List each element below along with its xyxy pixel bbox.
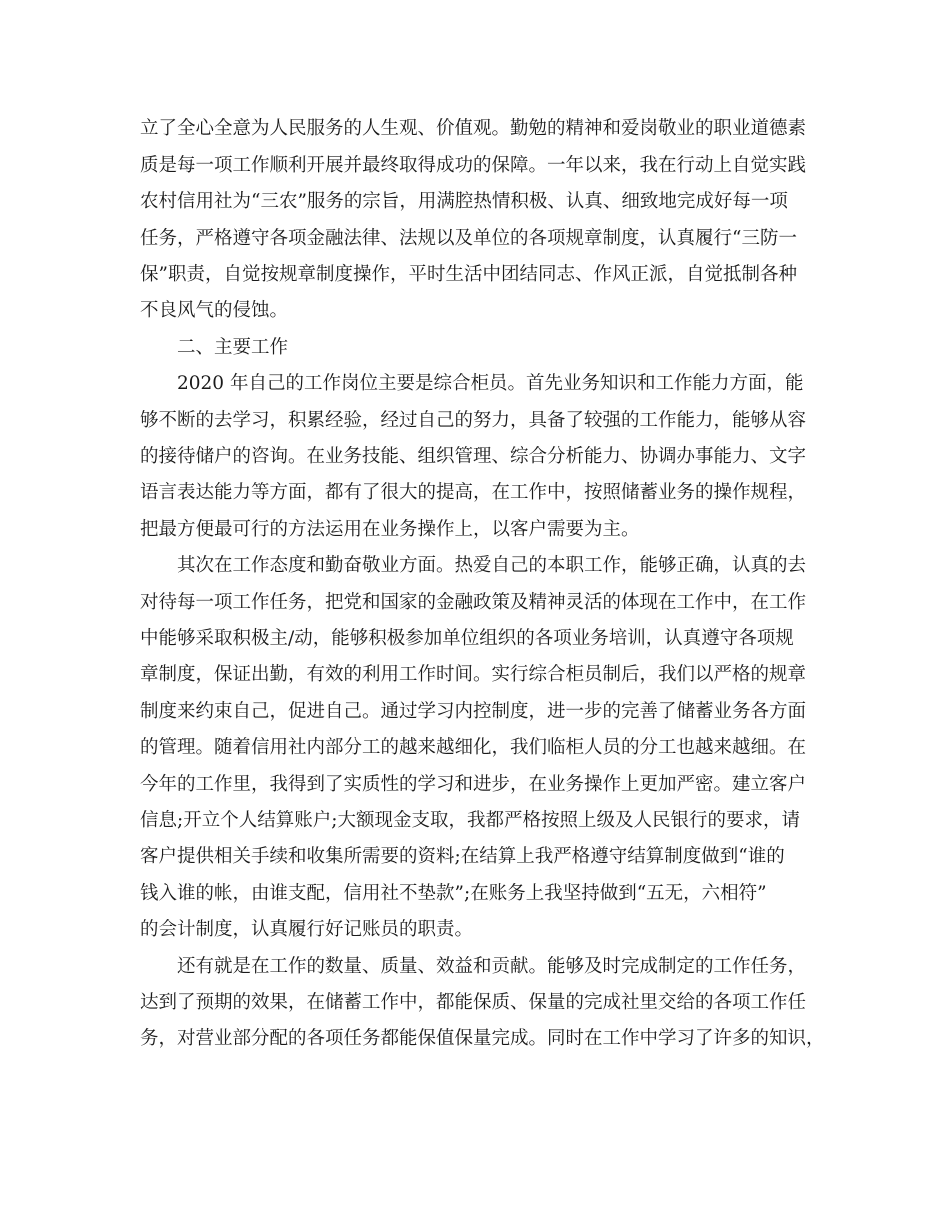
- text-line: 立了全心全意为人民服务的人生观、价值观。勤勉的精神和爱岗敬业的职业道德素: [140, 118, 807, 139]
- text-line: 语言表达能力等方面，都有了很大的提高，在工作中，按照储蓄业务的操作规程，: [140, 482, 807, 503]
- text-line: 任务，严格遵守各项金融法律、法规以及单位的各项规章制度，认真履行“三防一: [140, 228, 797, 249]
- text-line: 的接待储户的咨询。在业务技能、组织管理、综合分析能力、协调办事能力、文字: [140, 446, 807, 467]
- text-line: 其次在工作态度和勤奋敬业方面。热爱自己的本职工作，能够正确，认真的去: [177, 555, 807, 576]
- section-heading: 二、主要工作: [177, 337, 289, 358]
- text-line: 的会计制度，认真履行好记账员的职责。: [140, 919, 474, 940]
- text-line: 保”职责，自觉按规章制度操作，平时生活中团结同志、作风正派，自觉抵制各种: [140, 264, 797, 285]
- text-line: 今年的工作里，我得到了实质性的学习和进步，在业务操作上更加严密。建立客户: [140, 774, 807, 795]
- text-line: 农村信用社为“三农”服务的宗旨，用满腔热情积极、认真、细致地完成好每一项: [140, 191, 788, 212]
- text-line: 把最方便最可行的方法运用在业务操作上，以客户需要为主。: [140, 519, 640, 540]
- text-line: 务，对营业部分配的各项任务都能保值保量完成。同时在工作中学习了许多的知识，: [140, 1028, 825, 1049]
- text-line: 章制度，保证出勤，有效的利用工作时间。实行综合柜员制后，我们以严格的规章: [140, 664, 807, 685]
- text-line: 中能够采取积极主/动，能够积极参加单位组织的各项业务培训，认真遵守各项规: [140, 628, 794, 649]
- text-line: 的管理。随着信用社内部分工的越来越细化，我们临柜人员的分工也越来越细。在: [140, 737, 807, 758]
- text-line: 达到了预期的效果，在储蓄工作中，都能保质、保量的完成社里交给的各项工作任: [140, 992, 807, 1013]
- text-line: 客户提供相关手续和收集所需要的资料;在结算上我严格遵守结算制度做到“谁的: [140, 846, 785, 867]
- text-line: 对待每一项工作任务，把党和国家的金融政策及精神灵活的体现在工作中，在工作: [140, 592, 807, 613]
- text-line: 信息;开立个人结算账户;大额现金支取，我都严格按照上级及人民银行的要求，请: [140, 810, 800, 831]
- text-line: 不良风气的侵蚀。: [140, 300, 289, 321]
- text-line: 还有就是在工作的数量、质量、效益和贡献。能够及时完成制定的工作任务，: [177, 956, 807, 977]
- text-line: 够不断的去学习，积累经验，经过自己的努力，具备了较强的工作能力，能够从容: [140, 410, 807, 431]
- text-line: 质是每一项工作顺利开展并最终取得成功的保障。一年以来，我在行动上自觉实践: [140, 155, 807, 176]
- text-line: 钱入谁的帐，由谁支配，信用社不垫款”;在账务上我坚持做到“五无，六相符”: [140, 883, 767, 904]
- text-line: 2020 年自己的工作岗位主要是综合柜员。首先业务知识和工作能力方面，能: [177, 373, 804, 394]
- text-line: 制度来约束自己，促进自己。通过学习内控制度，进一步的完善了储蓄业务各方面: [140, 701, 807, 722]
